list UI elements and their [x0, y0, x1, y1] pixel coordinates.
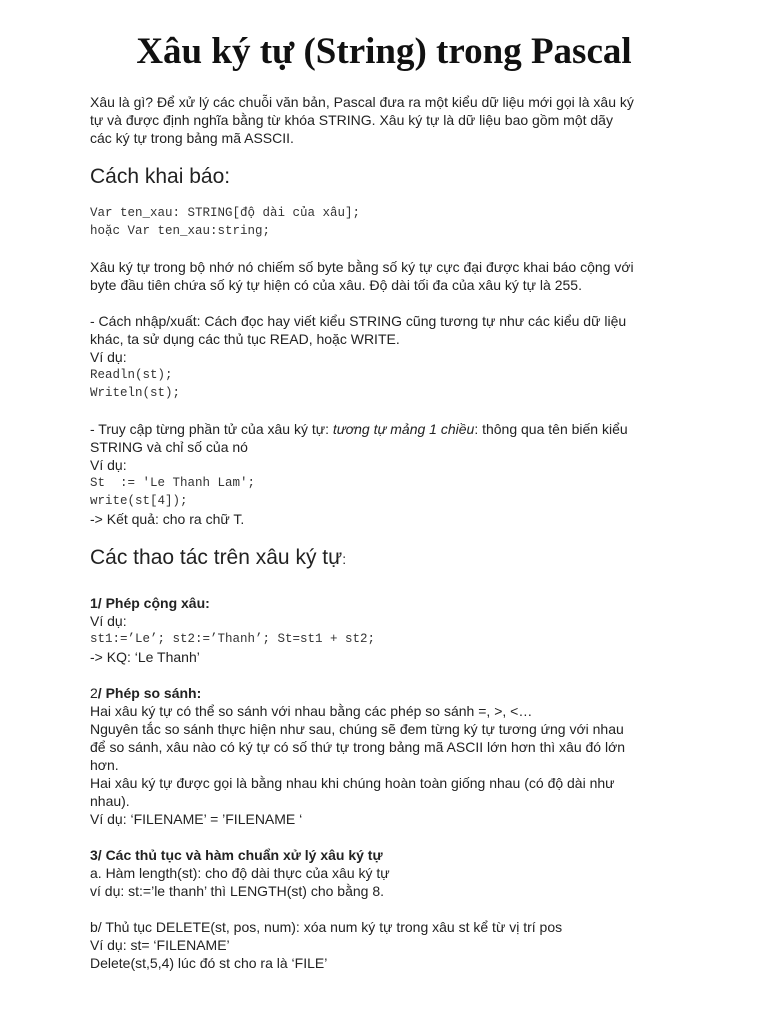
subsection-title [90, 684, 710, 702]
access-prefix: - Truy cập từng phần tử của xâu ký tự: [90, 421, 333, 437]
intro-line: các ký tự trong bảng mã ASSCII. [90, 130, 294, 146]
paragraph-line: Xâu ký tự trong bộ nhớ nó chiếm số byte bằng số ký tự cực đại được khai báo cộng với [90, 259, 634, 275]
result-line: -> Kết quả: cho ra chữ T. [90, 511, 245, 527]
paragraph-line: STRING và chỉ số của nó [90, 439, 248, 455]
paragraph-line: byte đầu tiên chứa số ký tự hiện có của xâu. Độ dài tối đa của xâu ký tự là 255. [90, 277, 582, 293]
paragraph-line: để so sánh, xâu nào có ký tự có số thứ tự trong bảng mã ASCII lớn hơn thì xâu đó lớn [90, 739, 626, 755]
code-line: Var ten_xau: STRING[độ dài của xâu]; [90, 206, 361, 220]
code-line: hoặc Var ten_xau:string; [90, 224, 271, 238]
section-heading-ops [90, 545, 710, 572]
paragraph-line: - Cách nhập/xuất: Cách đọc hay viết kiểu STRING cũng tương tự như các kiểu dữ liệu [90, 313, 627, 329]
op2-number: 2 [90, 685, 98, 701]
ops-heading-text: Các thao tác trên xâu ký tự [90, 546, 343, 569]
code-line: st1:=’Le’; st2:=’Thanh’; St=st1 + st2; [90, 632, 376, 646]
code-line: Writeln(st); [90, 386, 181, 400]
paragraph-line: hơn. [90, 757, 119, 773]
access-suffix: : thông qua tên biến kiểu [474, 421, 628, 437]
paragraph-line: Delete(st,5,4) lúc đó st cho ra là ‘FILE’ [90, 955, 328, 971]
ops-heading-colon: : [342, 551, 347, 567]
page-title: Xâu ký tự (String) trong Pascal [136, 31, 632, 72]
op2-title: / Phép so sánh: [97, 685, 202, 701]
paragraph-line: Hai xâu ký tự được gọi là bằng nhau khi chúng hoàn toàn giống nhau (có độ dài như [90, 775, 615, 791]
paragraph-line: ví dụ: st:=’le thanh’ thì LENGTH(st) cho bằng 8. [90, 883, 385, 899]
paragraph-line: Ví dụ: ‘FILENAME’ = ’FILENAME ‘ [90, 811, 303, 827]
paragraph-line: Hai xâu ký tự có thể so sánh với nhau bằng các phép so sánh =, >, <… [90, 703, 533, 719]
document-body [90, 93, 710, 972]
subsection-title: 3/ Các thủ tục và hàm chuẩn xử lý xâu ký tự [90, 847, 383, 863]
example-label: Ví dụ: [90, 613, 127, 629]
intro-line: tự và được định nghĩa bằng từ khóa STRING. Xâu ký tự là dữ liệu bao gồm một dãy [90, 112, 613, 128]
example-label: Ví dụ: [90, 349, 127, 365]
paragraph-line: b/ Thủ tục DELETE(st, pos, num): xóa num ký tự trong xâu st kể từ vị trí pos [90, 919, 563, 935]
example-label: Ví dụ: [90, 457, 127, 473]
paragraph-line [90, 420, 710, 438]
code-line: St := 'Le Thanh Lam'; [90, 476, 256, 490]
paragraph-line: a. Hàm length(st): cho độ dài thực của xâu ký tự [90, 865, 390, 881]
code-line: Readln(st); [90, 368, 173, 382]
intro-line: Xâu là gì? Để xử lý các chuỗi văn bản, Pascal đưa ra một kiểu dữ liệu mới gọi là xâu ký [90, 94, 634, 110]
result-line: -> KQ: ‘Le Thanh’ [90, 649, 200, 665]
paragraph-line: Ví dụ: st= ‘FILENAME’ [90, 937, 230, 953]
paragraph-line: nhau). [90, 793, 130, 809]
subsection-title: 1/ Phép cộng xâu: [90, 595, 210, 611]
paragraph-line: Nguyên tắc so sánh thực hiện như sau, chúng sẽ đem từng ký tự tương ứng với nhau [90, 721, 624, 737]
paragraph-line: khác, ta sử dụng các thủ tục READ, hoặc WRITE. [90, 331, 400, 347]
section-heading-declare: Cách khai báo: [90, 165, 231, 188]
access-italic: tương tự mảng 1 chiều [332, 421, 475, 437]
code-line: write(st[4]); [90, 494, 188, 508]
